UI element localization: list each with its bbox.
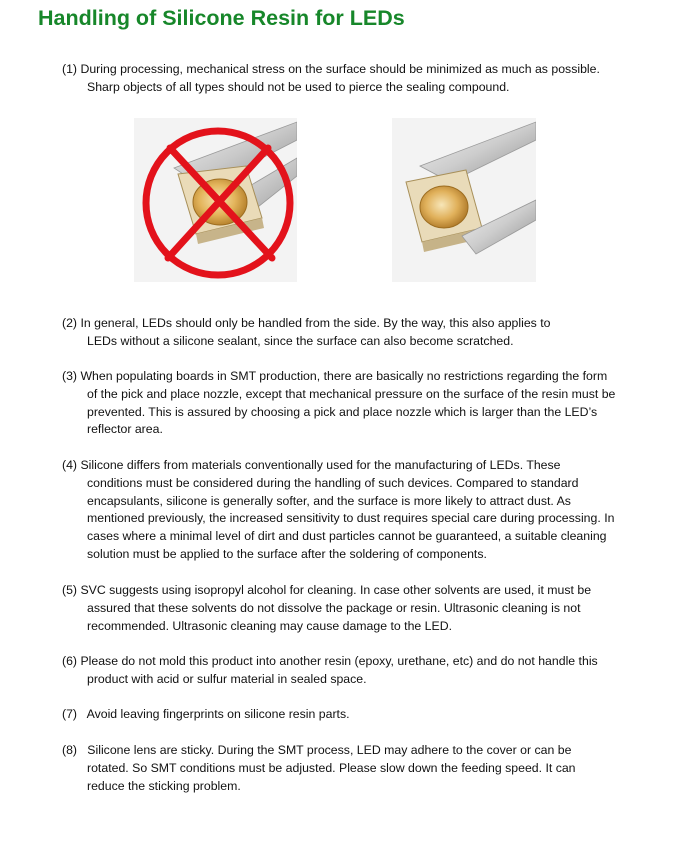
led-side-grip-correct-photo [392,118,536,282]
paragraph-6 [62,653,662,689]
paragraph-2 [62,315,662,351]
paragraph-line: conditions must be considered during the handling of such devices. Compared to standard [87,475,579,490]
paragraph-line: recommended. Ultrasonic cleaning may cause damage to the LED. [87,618,452,633]
paragraph-line: cases where a minimal level of dirt and dust particles cannot be guaranteed, a suitable cleaning [87,529,607,544]
paragraph-3 [62,368,662,439]
paragraph-line: (2) In general, LEDs should only be handled from the side. By the way, this also applies to [62,316,551,330]
paragraph-line: of the pick and place nozzle, except that mechanical pressure on the surface of the resin must be [87,386,616,401]
paragraph-line: (5) SVC suggests using isopropyl alcohol for cleaning. In case other solvents are used, it must be [62,583,592,597]
paragraph-7 [62,706,662,724]
paragraph-line: (3) When populating boards in SMT production, there are basically no restrictions regarding the form [62,369,608,383]
led-top-grip-prohibited-photo [134,118,297,282]
paragraph-line: rotated. So SMT conditions must be adjusted. Please slow down the feeding speed. It can [87,760,576,775]
paragraph-line: LEDs without a silicone sealant, since the surface can also become scratched. [87,333,514,348]
paragraph-line: encapsulants, silicone is generally softer, and the surface is more likely to attract dust. As [87,493,571,508]
paragraph-line: (6) Please do not mold this product into another resin (epoxy, urethane, etc) and do not handle this [62,654,598,668]
paragraph-line: Sharp objects of all types should not be used to pierce the sealing compound. [87,79,510,94]
paragraph-line: (4) Silicone differs from materials conventionally used for the manufacturing of LEDs. These [62,458,561,472]
paragraph-8 [62,742,662,795]
tweezers-pressing-led-top-prohibited-icon [134,118,297,282]
page-title: Handling of Silicone Resin for LEDs [38,6,405,30]
paragraph-line: prevented. This is assured by choosing a pick and place nozzle which is larger than the LED’s [87,404,598,419]
paragraph-line: product with acid or sulfur material in sealed space. [87,671,367,686]
paragraph-line: (1) During processing, mechanical stress on the surface should be minimized as much as possible. [62,62,600,76]
paragraph-line: solution must be applied to the surface after the soldering of components. [87,546,487,561]
paragraph-line: mentioned previously, the increased sensitivity to dust requires special care during processing. In [87,511,615,526]
paragraph-line: (7) Avoid leaving fingerprints on silicone resin parts. [62,707,350,721]
paragraph-1 [62,61,662,97]
paragraph-5 [62,582,662,635]
paragraph-line: reflector area. [87,422,163,437]
paragraph-4 [62,457,662,564]
paragraph-line: assured that these solvents do not dissolve the package or resin. Ultrasonic cleaning is not [87,600,581,615]
tweezers-holding-led-side-icon [392,118,536,282]
paragraph-line: (8) Silicone lens are sticky. During the SMT process, LED may adhere to the cover or can be [62,743,572,757]
paragraph-line: reduce the sticking problem. [87,778,241,793]
